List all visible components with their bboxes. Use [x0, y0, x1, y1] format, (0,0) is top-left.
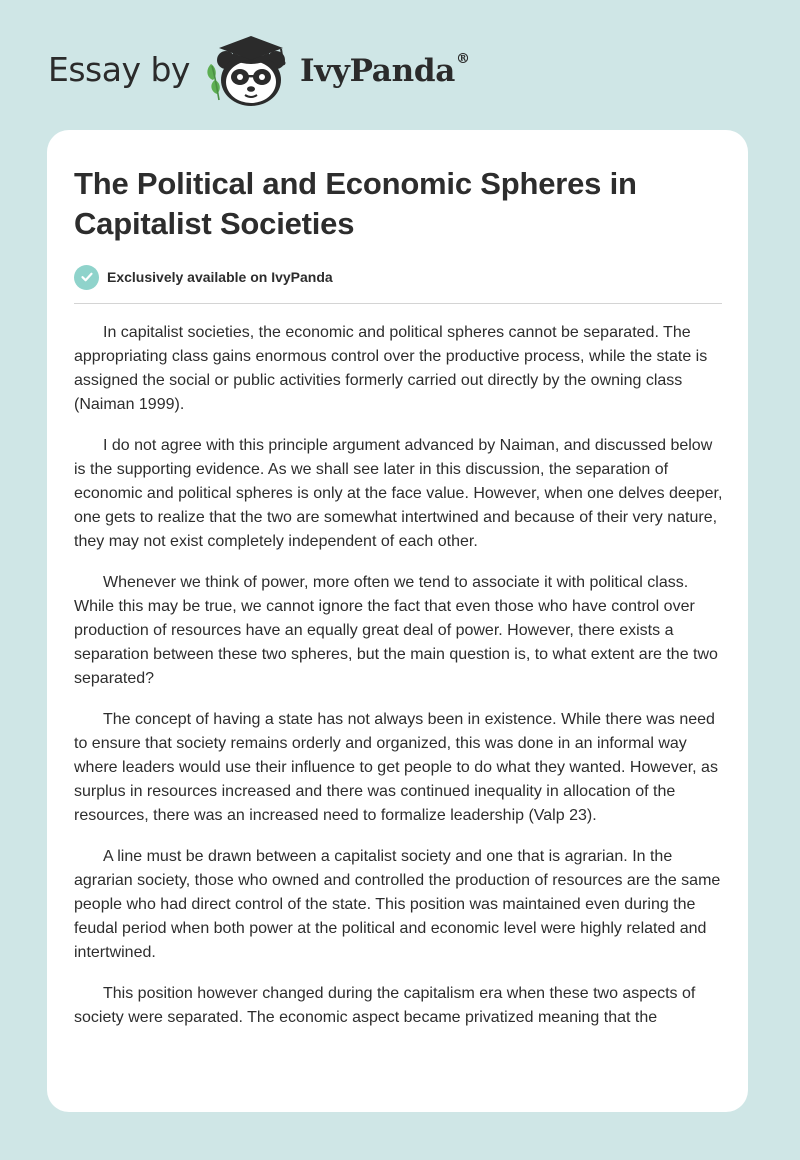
check-circle-icon: [74, 265, 99, 290]
paragraph: A line must be drawn between a capitalist society and one that is agrarian. In the agrarian society, those who owned and controlled the production of resources are the same people who had direct control of the state. This position was maintained even during the feudal period when both power at the political and economic level were highly related and intertwined.: [74, 848, 721, 961]
exclusive-badge: [74, 264, 333, 290]
page-title: The Political and Economic Spheres in Capitalist Societies: [74, 166, 637, 241]
paragraph: In capitalist societies, the economic and political spheres cannot be separated. The appropriating class gains enormous control over the productive process, while the state is assigned the social or public activities formerly carried out directly by the owning class (Naiman 1999).: [74, 324, 708, 413]
article-card: [47, 130, 748, 1112]
brand-name[interactable]: [300, 53, 470, 89]
brand-label: IvyPanda: [300, 53, 455, 89]
article-body: [74, 321, 724, 1047]
paragraph: The concept of having a state has not always been in existence. While there was need to ensure that society remains orderly and organized, this was done in an informal way where leaders would use their influence to get people to do what they wanted. However, as surplus in resources increased and there was continued inequality in allocation of the resources, there was an increased need to formalize leadership (Valp 23).: [74, 711, 718, 824]
badge-text: Exclusively available on IvyPanda: [107, 269, 333, 285]
panda-graduate-icon[interactable]: [203, 30, 299, 110]
site-header: [0, 0, 800, 130]
paragraph: I do not agree with this principle argument advanced by Naiman, and discussed below is the supporting evidence. As we shall see later in this discussion, the separation of economic and political spheres is only at the face value. However, when one delves deeper, one gets to realize that the two are somewhat intertwined and because of their very nature, they may not exist completely independent of each other.: [74, 437, 723, 550]
essay-by-label: Essay by: [48, 50, 190, 89]
paragraph: This position however changed during the capitalism era when these two aspects of society were separated. The economic aspect became privatized meaning that the: [74, 985, 696, 1026]
registered-mark: ®: [456, 51, 470, 67]
paragraph: Whenever we think of power, more often we tend to associate it with political class. While this may be true, we cannot ignore the fact that even those who have control over production of resources have an equally great deal of power. However, there exists a separation between these two spheres, but the main question is, to what extent are the two separated?: [74, 574, 718, 687]
divider: [74, 303, 722, 304]
